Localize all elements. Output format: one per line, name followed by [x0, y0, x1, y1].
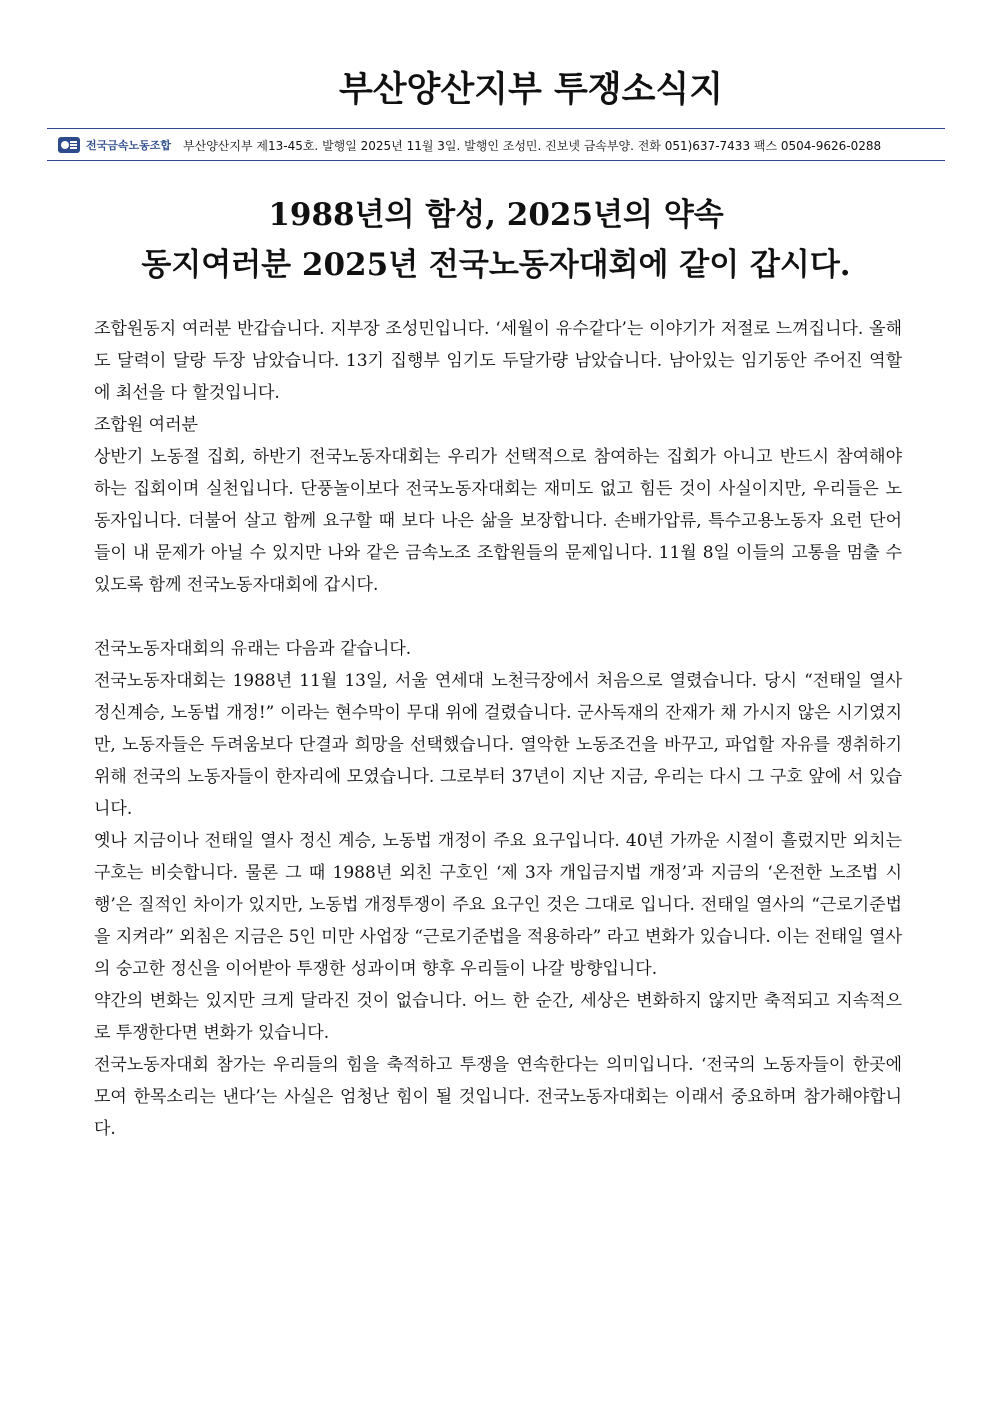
- paragraph-appeal: 상반기 노동절 집회, 하반기 전국노동자대회는 우리가 선택적으로 참여하는 집회가 아니고 반드시 참여해야 하는 집회이며 실천입니다. 단풍놀이보다 전국노동자대회는 재미도 없고 힘든 것이 사실이지만, 우리들은 노동자입니다. 더불어 살고 함께 요구할 때 보다 나은 삶을 보장합니다. 손배가압류, 특수고용노동자 요런 단어들이 내 문제가 아닐 수 있지만 나와 같은 금속노조 조합원들의 문제입니다. 11월 8일 이들의 고통을 멈출 수 있도록 함께 전국노동자대회에 갑시다.: [94, 447, 902, 595]
- headline-line-1: 1988년의 함성, 2025년의 약속: [268, 197, 724, 233]
- paragraph-address: 조합원 여러분: [94, 415, 198, 435]
- paragraph-demands: 옛나 지금이나 전태일 열사 정신 계승, 노동법 개정이 주요 요구입니다. 40년 가까운 시절이 흘렀지만 외치는 구호는 비슷합니다. 물론 그 때 1988년 외친 구호인 ‘제 3자 개입금지법 개정’과 지금의 ‘온전한 노조법 시행’은 질적인 차이가 있지만, 노동법 개정투쟁이 주요 요구인 것은 그대로 입니다. 전태일 열사의 “근로기준법을 지켜라” 외침은 지금은 5인 미만 사업장 “근로기준법을 적용하라” 라고 변화가 있습니다. 이는 전태일 열사의 숭고한 정신을 이어받아 투쟁한 성과이며 향후 우리들이 나갈 방향입니다.: [94, 831, 902, 979]
- paragraph-greeting: 조합원동지 여러분 반갑습니다. 지부장 조성민입니다. ‘세월이 유수같다’는 이야기가 저절로 느껴집니다. 올해도 달력이 달랑 두장 남았습니다. 13기 집행부 임기도 두달가량 남았습니다. 남아있는 임기동안 주어진 역할에 최선을 다 할것입니다.: [94, 319, 902, 403]
- headline-line-2: 동지여러분 2025년 전국노동자대회에 같이 갑시다.: [141, 247, 851, 283]
- issue-info: 부산양산지부 제13-45호. 발행일 2025년 11월 3일. 발행인 조성민. 진보넷 금속부양. 전화 051)637-7433 팩스 0504-9626-0288: [183, 138, 882, 153]
- article-body: [94, 313, 902, 1145]
- paragraph-conclusion: 전국노동자대회 참가는 우리들의 힘을 축적하고 투쟁을 연속한다는 의미입니다. ‘전국의 노동자들이 한곳에 모여 한목소리는 낸다’는 사실은 엄청난 힘이 될 것입니다. 전국노동자대회는 이래서 중요하며 참가해야합니다.: [94, 1055, 902, 1139]
- paragraph-change: 약간의 변화는 있지만 크게 달라진 것이 없습니다. 어느 한 순간, 세상은 변화하지 않지만 축적되고 지속적으로 투쟁한다면 변화가 있습니다.: [94, 991, 902, 1043]
- union-name: 전국금속노동조합: [86, 139, 172, 152]
- paragraph-origin-intro: 전국노동자대회의 유래는 다음과 같습니다.: [94, 639, 412, 659]
- headline: [0, 190, 992, 290]
- paragraph-origin-history: 전국노동자대회는 1988년 11월 13일, 서울 연세대 노천극장에서 처음으로 열렸습니다. 당시 “전태일 열사 정신계승, 노동법 개정!” 이라는 현수막이 무대 위에 걸렸습니다. 군사독재의 잔재가 채 가시지 않은 시기였지만, 노동자들은 두려움보다 단결과 희망을 선택했습니다. 열악한 노동조건을 바꾸고, 파업할 자유를 쟁취하기 위해 전국의 노동자들이 한자리에 모였습니다. 그로부터 37년이 지난 지금, 우리는 다시 그 구호 앞에 서 있습니다.: [94, 671, 902, 819]
- masthead: [56, 131, 881, 159]
- paragraph-spacer: [94, 601, 902, 633]
- masthead-top-rule: [47, 128, 945, 129]
- masthead-bottom-rule: [47, 160, 945, 161]
- union-emblem-icon: [56, 134, 82, 156]
- newsletter-title: 부산양산지부 투쟁소식지: [338, 70, 724, 110]
